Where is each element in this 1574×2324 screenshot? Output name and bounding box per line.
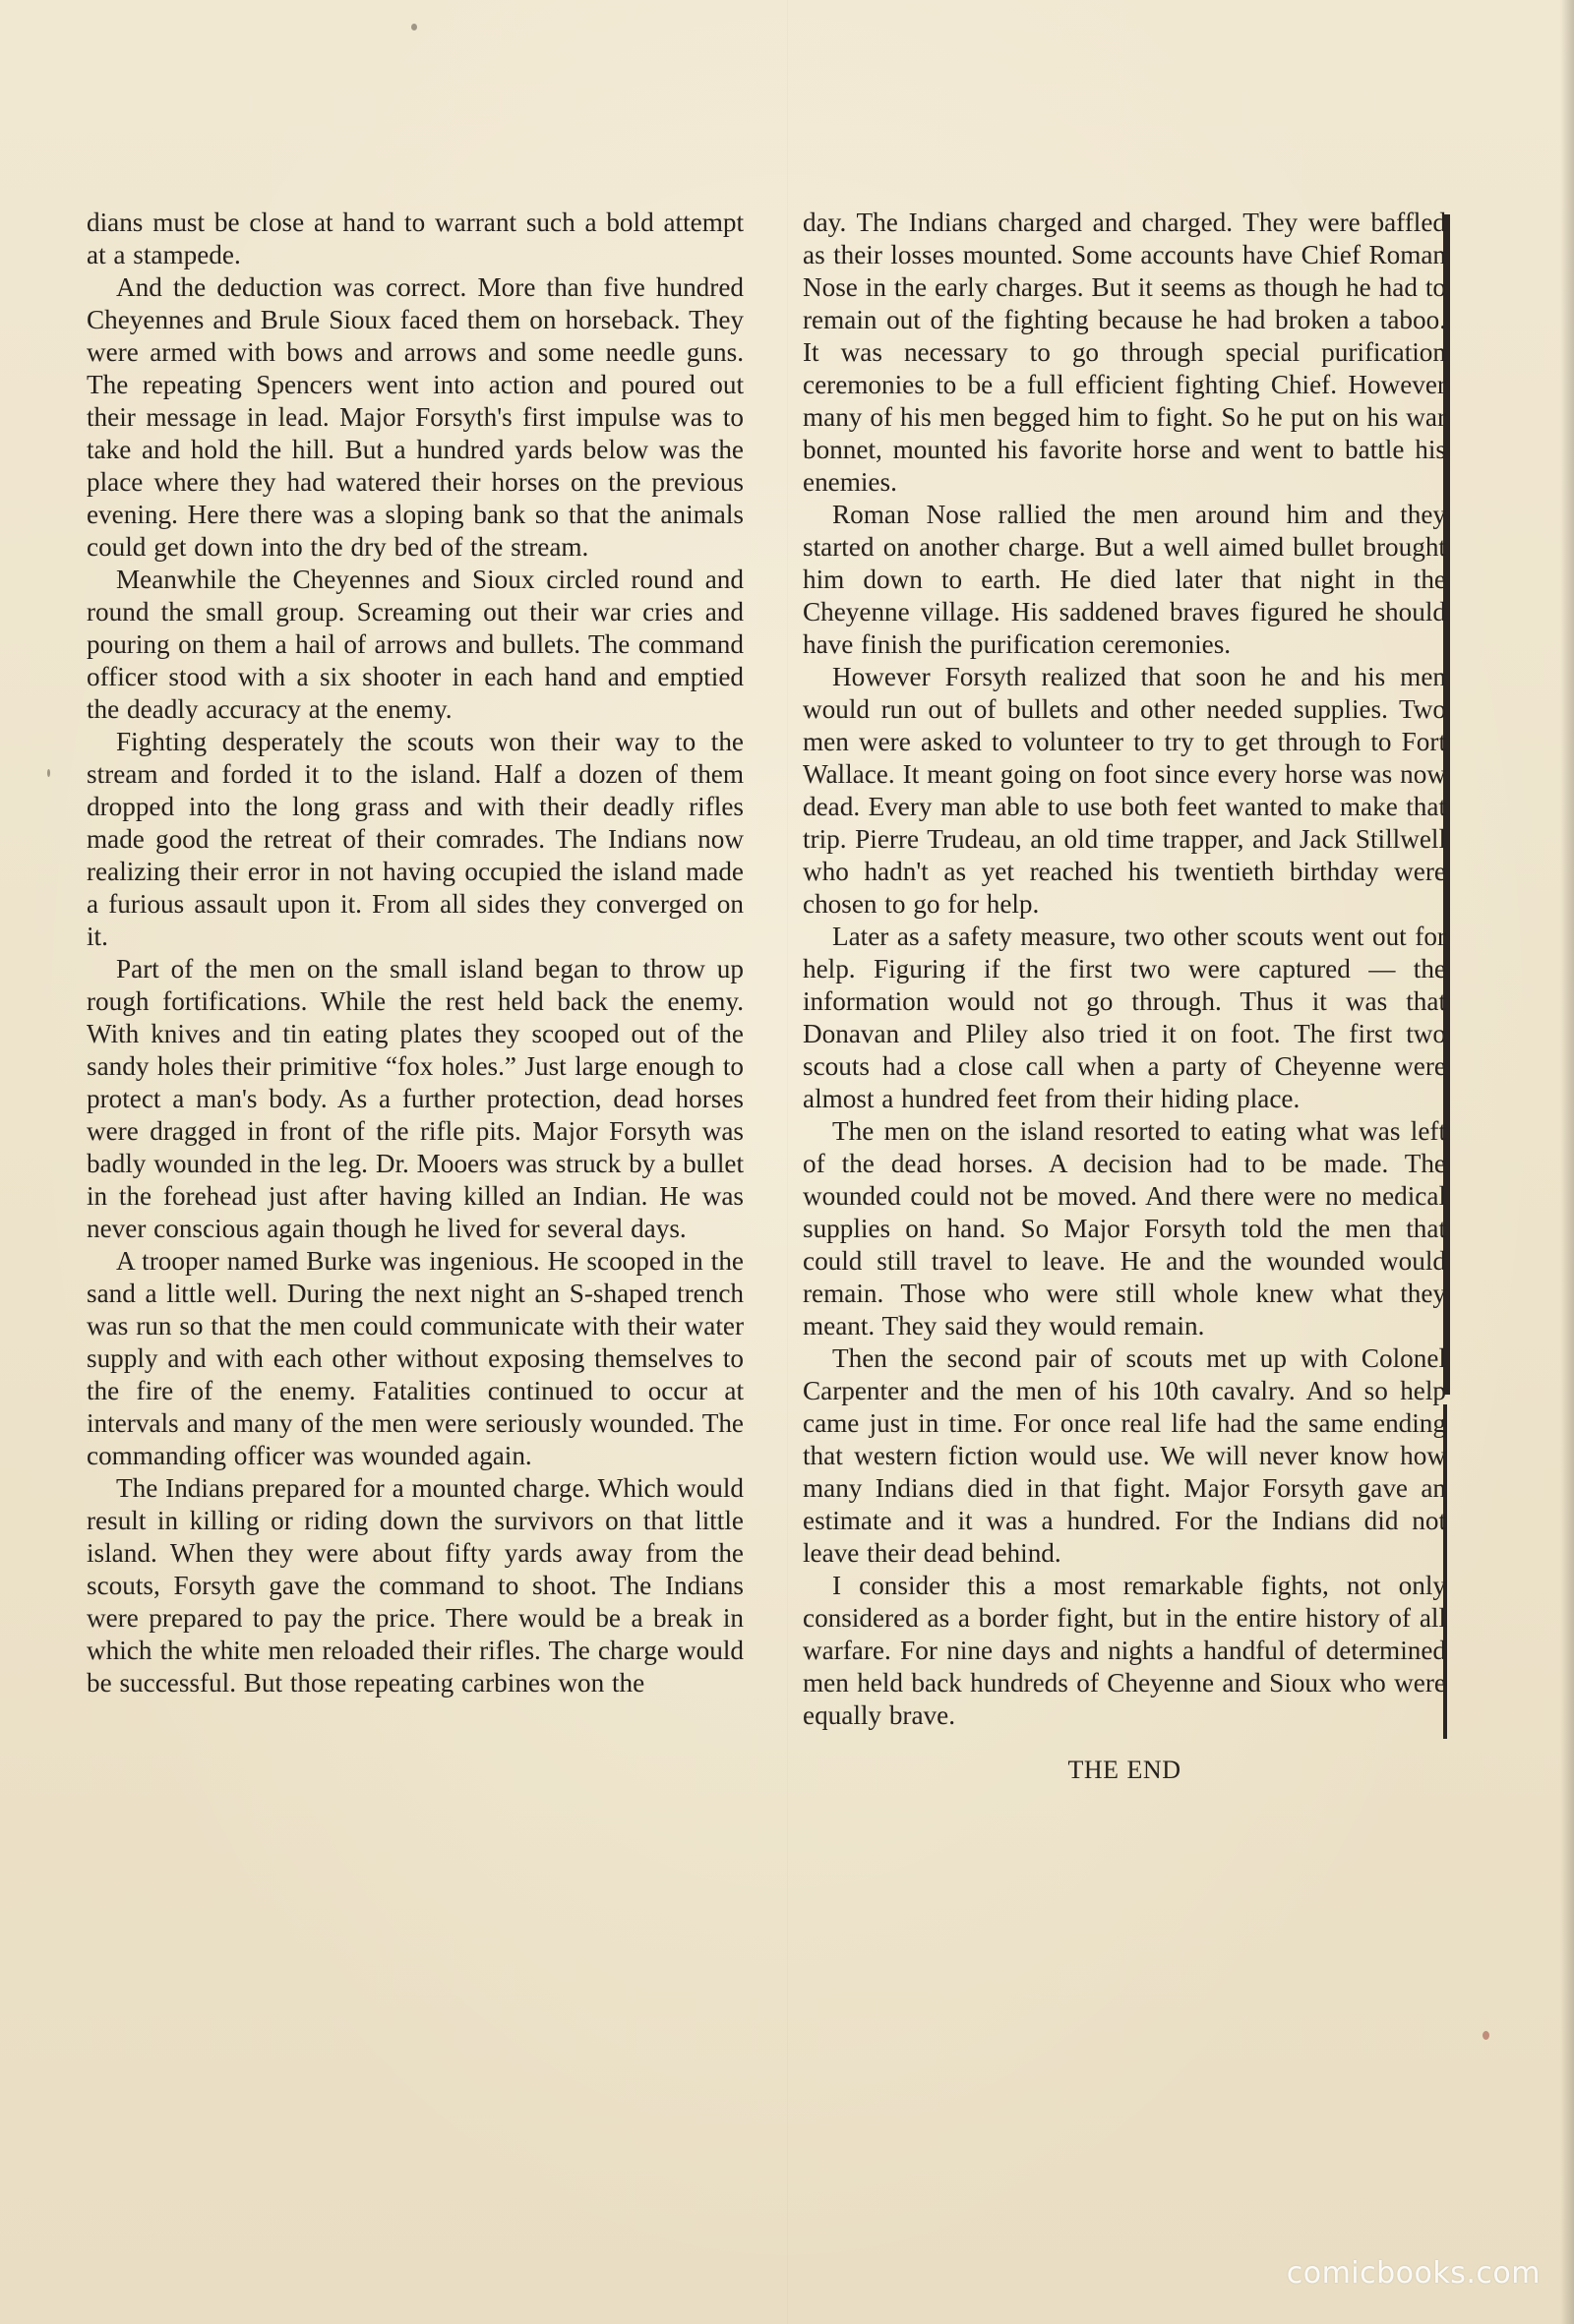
paragraph: Then the second pair of scouts met up with Colonel Carpenter and the men of his 10th cavalry. And so help came just in time. For once real life had the same ending that western fiction would use. We will never know how many Indians died in that fight. Major Forsyth gave an estimate and it was a hundred. For the Indians did not leave their dead behind. <box>803 1343 1446 1568</box>
paragraph: Fighting desperately the scouts won their way to the stream and forded it to the island. Half a dozen of them dropped into the long grass and with their deadly rifles made good the retreat of their comrades. The Indians now realizing their error in not having occupied the island made a furious assault upon it. From all sides they converged on it. <box>87 727 744 951</box>
paragraph: Meanwhile the Cheyennes and Sioux circled round and round the small group. Screaming out their war cries and pouring on them a hail of arrows and bullets. The command officer stood with a six shooter in each hand and emptied the deadly accuracy at the enemy. <box>87 565 744 724</box>
end-mark: THE END <box>1067 1756 1181 1784</box>
paragraph: A trooper named Burke was ingenious. He scooped in the sand a little well. During the next night an S-shaped trench was run so that the men could communicate with their water supply and with each other without exposing themselves to the fire of the enemy. Fatalities continued to occur at intervals and many of the men were seriously wounded. The commanding officer was wounded again. <box>87 1246 744 1470</box>
page-fold <box>787 0 788 2324</box>
paper-speck <box>411 24 417 30</box>
paragraph: And the deduction was correct. More than five hundred Cheyennes and Brule Sioux faced them on horseback. They were armed with bows and arrows and some needle guns. The repeating Spencers went into action and poured out their message in lead. Major Forsyth's first impulse was to take and hold the hill. But a hundred yards below was the place where they had watered their horses on the previous evening. Here there was a sloping bank so that the animals could get down into the dry bed of the stream. <box>87 272 744 562</box>
article-column-right <box>803 207 1446 1786</box>
paragraph: The Indians prepared for a mounted charge. Which would result in killing or riding down the survivors on that little island. When they were about fifty yards away from the scouts, Forsyth gave the command to shoot. The Indians were prepared to pay the price. There would be a break in which the white men reloaded their rifles. The charge would be successful. But those repeating carbines won the <box>87 1473 744 1698</box>
paragraph: However Forsyth realized that soon he and his men would run out of bullets and other needed supplies. Two men were asked to volunteer to try to get through to Fort Wallace. It meant going on foot since every horse was now dead. Every man able to use both feet wanted to make that trip. Pierre Trudeau, an old time trapper, and Jack Stillwell who hadn't as yet reached his twentieth birthday were chosen to go for help. <box>803 662 1446 919</box>
paragraph: The men on the island resorted to eating what was left of the dead horses. A decision had to be made. The wounded could not be moved. And there were no medical supplies on hand. So Major Forsyth told the men that could still travel to leave. He and the wounded would remain. Those who were still whole knew what they meant. They said they would remain. <box>803 1116 1446 1341</box>
page-edge-shadow <box>1560 0 1574 2324</box>
paragraph: day. The Indians charged and charged. They were baffled as their losses mounted. Some accounts have Chief Roman Nose in the early charges. But it seems as though he had to remain out of the fighting because he had broken a taboo. It was necessary to go through special purification ceremonies to be a full efficient fighting Chief. However many of his men begged him to fight. So he put on his war bonnet, mounted his favorite horse and went to battle his enemies. <box>803 208 1446 497</box>
paragraph: Roman Nose rallied the men around him and they started on another charge. But a well aimed bullet brought him down to earth. He died later that night in the Cheyenne village. His saddened braves figured he should have finish the purification ceremonies. <box>803 500 1446 659</box>
paragraph: Part of the men on the small island began to throw up rough fortifications. While the rest held back the enemy. With knives and tin eating plates they scooped out of the sandy holes their primitive “fox holes.” Just large enough to protect a man's body. As a further protection, dead horses were dragged in front of the rifle pits. Major Forsyth was badly wounded in the leg. Dr. Mooers was struck by a bullet in the forehead just after having killed an Indian. He was never conscious again though he lived for several days. <box>87 954 744 1243</box>
paragraph: I consider this a most remarkable fights, not only considered as a border fight, but in the entire history of all warfare. For nine days and nights a handful of determined men held back hundreds of Cheyenne and Sioux who were equally brave. <box>803 1571 1446 1730</box>
site-watermark: comicbooks.com <box>1286 2256 1541 2291</box>
paragraph: Later as a safety measure, two other scouts went out for help. Figuring if the first two were captured — the information would not go through. Thus it was that Donavan and Pliley also tried it on foot. The first two scouts had a close call when a party of Cheyenne were almost a hundred feet from their hiding place. <box>803 922 1446 1113</box>
paper-speck <box>47 769 50 777</box>
article-column-left <box>87 207 744 1699</box>
paper-speck <box>1483 2031 1489 2040</box>
paragraph: dians must be close at hand to warrant such a bold attempt at a stampede. <box>87 208 744 269</box>
